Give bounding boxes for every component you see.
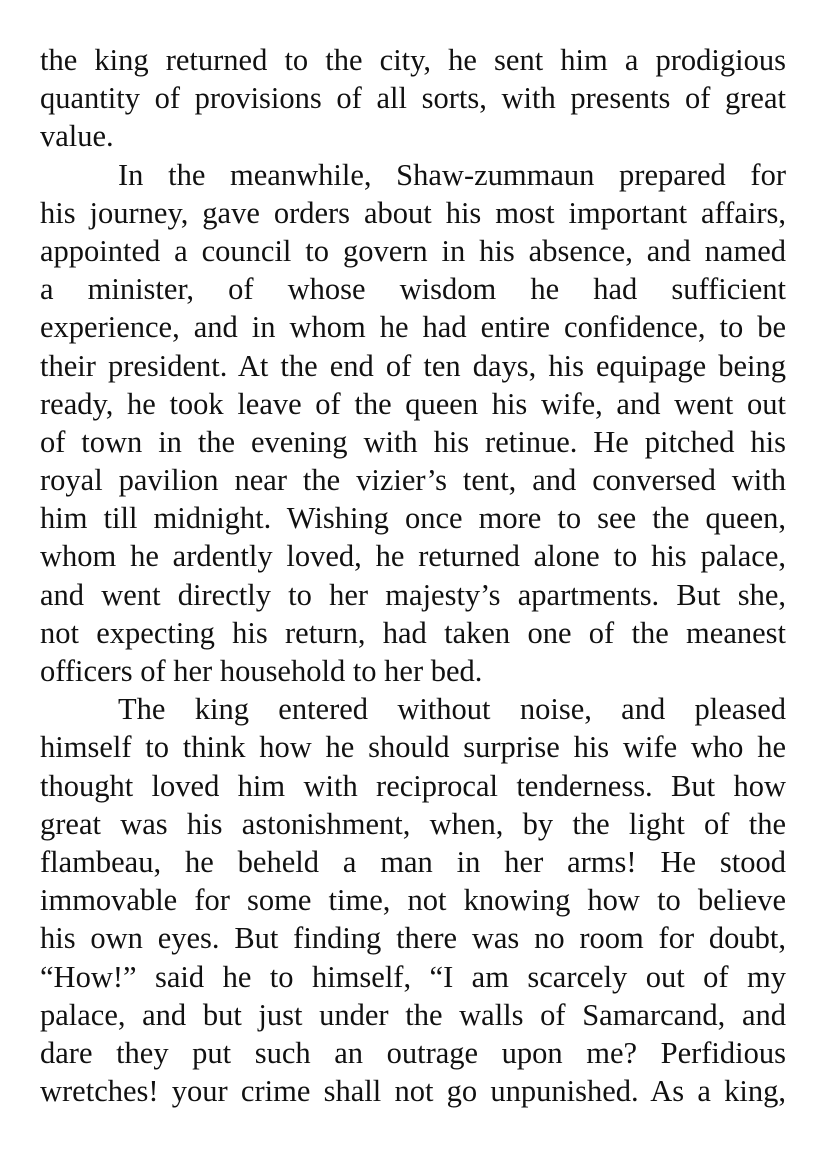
text-line: royal pavilion near the vizier’s tent, and conversed with	[40, 463, 786, 498]
page-text	[40, 41, 786, 1110]
text-line: his own eyes. But finding there was no room for doubt,	[40, 921, 786, 956]
text-line: experience, and in whom he had entire confidence, to be	[40, 310, 786, 345]
text-line: officers of her household to her bed.	[40, 654, 483, 688]
text-line: ready, he took leave of the queen his wife, and went out	[40, 386, 786, 421]
text-line: appointed a council to govern in his absence, and named	[40, 233, 786, 268]
text-line: thought loved him with reciprocal tenderness. But how	[40, 768, 786, 803]
text-line: The king entered without noise, and pleased	[118, 692, 786, 727]
text-line: him till midnight. Wishing once more to see the queen,	[40, 501, 786, 536]
text-line: himself to think how he should surprise his wife who he	[40, 730, 786, 765]
text-line: dare they put such an outrage upon me? Perfidious	[40, 1035, 786, 1070]
text-line: not expecting his return, had taken one of the meanest	[40, 615, 786, 650]
text-line: flambeau, he beheld a man in her arms! He stood	[40, 844, 786, 879]
paragraph-1	[40, 41, 786, 156]
text-line: and went directly to her majesty’s apartments. But she,	[40, 577, 786, 612]
text-line: great was his astonishment, when, by the light of the	[40, 806, 786, 841]
text-line: immovable for some time, not knowing how to believe	[40, 883, 786, 918]
text-line: their president. At the end of ten days, his equipage being	[40, 348, 786, 383]
paragraph-2	[40, 156, 786, 691]
paragraph-3	[40, 690, 786, 1110]
text-line: the king returned to the city, he sent him a prodigious	[40, 43, 786, 77]
text-line: a minister, of whose wisdom he had sufficient	[40, 272, 786, 307]
text-line: whom he ardently loved, he returned alone to his palace,	[40, 539, 786, 574]
text-line: In the meanwhile, Shaw-zummaun prepared for	[118, 157, 786, 192]
text-line: “How!” said he to himself, “I am scarcely out of my	[40, 959, 786, 994]
text-line: palace, and but just under the walls of Samarcand, and	[40, 997, 786, 1032]
text-line: quantity of provisions of all sorts, with presents of great	[40, 81, 786, 116]
text-line: value.	[40, 119, 114, 154]
text-line: of town in the evening with his retinue. He pitched his	[40, 424, 786, 459]
text-line: his journey, gave orders about his most important affairs,	[40, 195, 786, 230]
text-line: wretches! your crime shall not go unpunished. As a king,	[40, 1074, 786, 1109]
